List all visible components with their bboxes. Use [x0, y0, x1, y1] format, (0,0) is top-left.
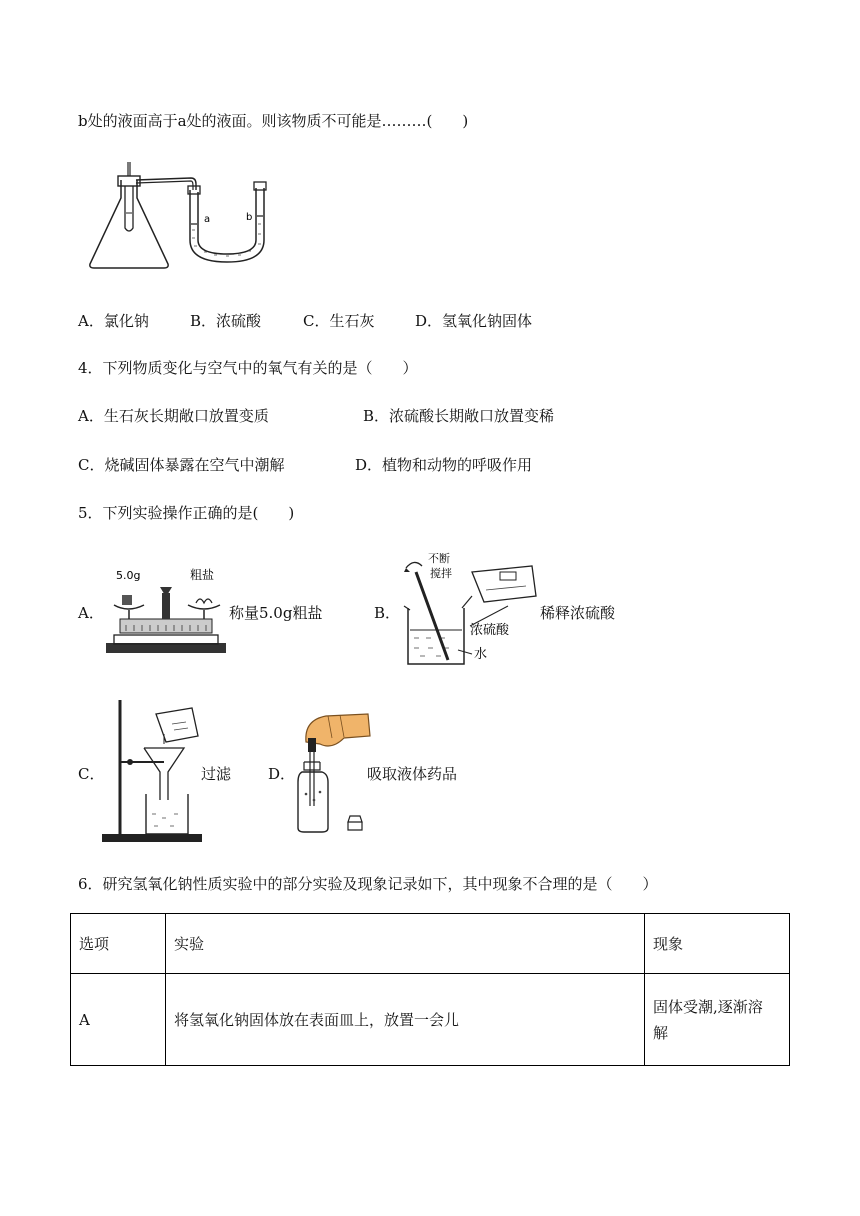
table-row	[71, 974, 790, 1066]
stir-label-1: 不断	[428, 552, 450, 565]
filtration-figure	[100, 694, 210, 846]
q5-option-a-caption: 称量5.0g粗盐	[229, 604, 323, 622]
q3-option-a: A．氯化钠	[78, 312, 149, 330]
row-experiment: 将氢氧化钠固体放在表面皿上，放置一会儿	[166, 974, 645, 1066]
weight-label: 5.0g	[116, 569, 141, 582]
q3-option-c: C．生石灰	[303, 312, 375, 330]
balance-figure	[104, 565, 229, 657]
q5-option-c-caption: 过滤	[201, 765, 232, 783]
q6-stem: 6．研究氢氧化钠性质实验中的部分实验及现象记录如下，其中现象不合理的是（ ）	[78, 875, 658, 893]
q4-option-d: D．植物和动物的呼吸作用	[355, 456, 533, 474]
row-phenomenon-line-2: 解	[653, 1023, 669, 1042]
label-b: b	[246, 212, 253, 223]
q4-option-c: C．烧碱固体暴露在空气中潮解	[78, 456, 285, 474]
water-label: 水	[474, 647, 488, 662]
header-option: 选项	[71, 914, 166, 974]
q3-apparatus-figure	[86, 158, 276, 273]
q5-option-b-letter: B．	[374, 604, 401, 622]
q5-option-b-caption: 稀释浓硫酸	[540, 604, 616, 622]
q6-table	[70, 913, 790, 1066]
row-phenomenon	[645, 974, 790, 1066]
salt-label: 粗盐	[190, 568, 215, 582]
q5-option-a-letter: A．	[78, 604, 104, 622]
q5-option-d-caption: 吸取液体药品	[367, 765, 458, 783]
q5-option-d-letter: D．	[268, 765, 296, 783]
dropper-figure	[292, 710, 374, 834]
q4-stem: 4．下列物质变化与空气中的氧气有关的是（ ）	[78, 359, 418, 377]
q4-option-b: B．浓硫酸长期敞口放置变稀	[363, 407, 555, 425]
q5-stem: 5．下列实验操作正确的是( )	[78, 504, 295, 522]
q5-option-c-letter: C．	[78, 765, 105, 783]
header-experiment: 实验	[166, 914, 645, 974]
header-phenomenon: 现象	[645, 914, 790, 974]
stir-label-2: 搅拌	[430, 567, 452, 580]
acid-label: 浓硫酸	[470, 623, 510, 638]
q3-option-b: B．浓硫酸	[190, 312, 262, 330]
row-option: A	[71, 974, 166, 1066]
q3-option-d: D．氢氧化钠固体	[415, 312, 533, 330]
q4-option-a: A．生石灰长期敞口放置变质	[78, 407, 269, 425]
table-header-row	[71, 914, 790, 974]
q3-stem: b处的液面高于a处的液面。则该物质不可能是………( )	[78, 112, 469, 130]
dilution-figure	[400, 550, 540, 670]
label-a: a	[204, 214, 211, 225]
row-phenomenon-line-1: 固体受潮,逐渐溶	[653, 997, 763, 1016]
